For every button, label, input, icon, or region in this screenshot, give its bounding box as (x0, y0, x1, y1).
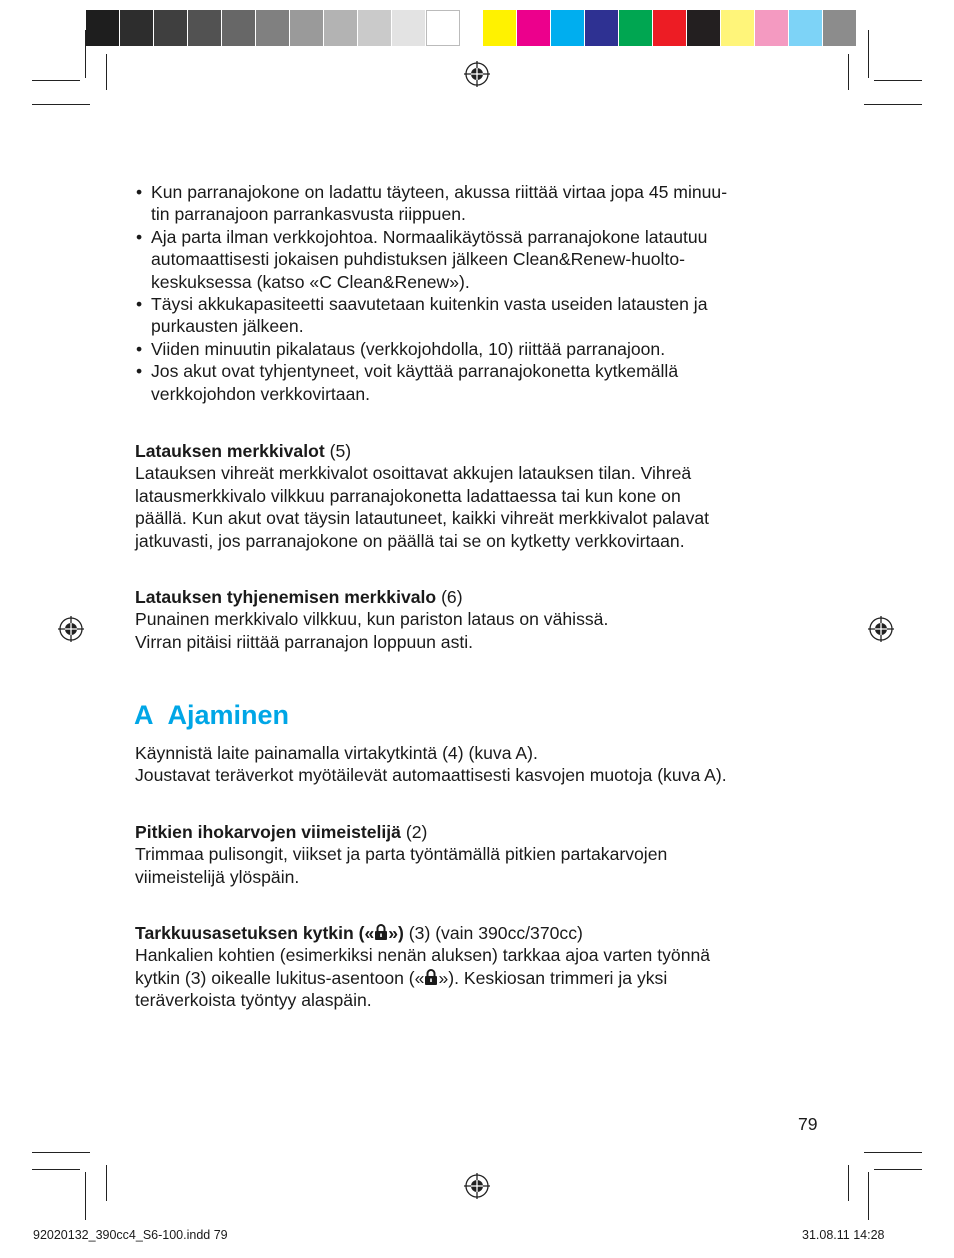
registration-mark-icon (868, 616, 894, 642)
padlock-icon (424, 968, 438, 986)
paragraph-line-end: »). Keskiosan trimmeri ja yksi (438, 967, 668, 988)
list-item-line: keskuksessa (katso «C Clean&Renew»). (151, 271, 470, 292)
footer-file-info: 92020132_390cc4_S6-100.indd 79 (33, 1228, 228, 1242)
color-swatch (517, 10, 551, 46)
paragraph-line-start: kytkin (3) oikealle lukitus-asentoon (« (135, 967, 425, 988)
low-charge-section (135, 586, 825, 653)
color-swatch (653, 10, 687, 46)
list-item-line: Viiden minuutin pikalataus (verkkojohdolla, 10) riittää parranajoon. (151, 338, 666, 359)
paragraph-line: Virran pitäisi riittää parranajon loppuun asti. (135, 631, 474, 652)
list-item-line: Jos akut ovat tyhjentyneet, voit käyttää parranajokonetta kytkemällä (151, 361, 679, 382)
list-item-line: Aja parta ilman verkkojohtoa. Normaalikäytössä parranajokone latautuu (151, 226, 708, 247)
heading-letter: A (134, 700, 154, 730)
color-swatch (687, 10, 721, 46)
charge-lights-section (135, 440, 825, 552)
gray-swatch (324, 10, 358, 46)
gray-swatch (426, 10, 460, 46)
gray-swatch (154, 10, 188, 46)
gray-swatch (290, 10, 324, 46)
heading-text: Ajaminen (167, 700, 290, 730)
section-title: Latauksen merkkivalot (135, 441, 325, 461)
list-item (134, 338, 824, 360)
list-item (134, 293, 824, 338)
list-item-line: Kun parranajokone on ladattu täyteen, akussa riittää virtaa jopa 45 minuu- (151, 182, 728, 202)
list-item-line: purkausten jälkeen. (151, 316, 304, 337)
gray-swatch (392, 10, 426, 46)
part-reference: (5) (324, 441, 352, 461)
paragraph-line: Hankalien kohtien (esimerkiksi nenän aluksen) tarkkaa ajoa varten työnnä (135, 945, 711, 966)
paragraph-line: päällä. Kun akut ovat täysin latautuneet, kaikki vihreät merkkivalot palavat (135, 508, 710, 529)
part-reference: (6) (436, 587, 463, 607)
footer-timestamp: 31.08.11 14:28 (802, 1228, 885, 1242)
list-item-line: Täysi akkukapasiteetti saavutetaan kuitenkin vasta useiden latausten ja (151, 294, 708, 315)
registration-mark-icon (464, 1173, 490, 1199)
list-item-line: tin parranajoon parrankasvusta riippuen. (151, 204, 466, 225)
gray-swatch (256, 10, 290, 46)
gray-swatch (358, 10, 392, 46)
color-swatch (619, 10, 653, 46)
grayscale-bar (86, 10, 460, 46)
list-item (134, 226, 824, 293)
part-reference: (2) (400, 822, 428, 842)
battery-tips-list (134, 181, 824, 405)
registration-mark-icon (58, 616, 84, 642)
bullet-icon: • (136, 338, 143, 359)
section-heading (134, 700, 289, 731)
section-title-end: ») (388, 923, 404, 943)
registration-mark-icon (464, 61, 490, 87)
page-number: 79 (798, 1114, 818, 1134)
paragraph-line: Latauksen vihreät merkkivalot osoittavat akkujen latauksen tilan. Vihreä (135, 463, 692, 484)
color-swatch (755, 10, 789, 46)
paragraph-line: teräverkoista työntyy alaspäin. (135, 990, 372, 1011)
color-swatch (823, 10, 857, 46)
paragraph-line: viimeistelijä ylöspäin. (135, 866, 300, 887)
paragraph-line: Käynnistä laite painamalla virtakytkintä (4) (kuva A). (135, 743, 538, 763)
trimmer-section (135, 821, 825, 888)
bullet-icon: • (136, 294, 143, 315)
paragraph-line: latausmerkkivalo vilkkuu parranajokonetta ladattaessa tai kun kone on (135, 485, 681, 506)
shaving-section (135, 742, 825, 787)
padlock-icon (374, 923, 388, 941)
color-swatch (721, 10, 755, 46)
color-swatch (789, 10, 823, 46)
list-item-line: automaattisesti jokaisen puhdistuksen jälkeen Clean&Renew-huolto- (151, 249, 685, 270)
paragraph-line: Joustavat teräverkot myötäilevät automaattisesti kasvojen muotoja (kuva A). (135, 765, 727, 786)
section-title: Latauksen tyhjenemisen merkkivalo (135, 587, 437, 607)
section-title-start: Tarkkuusasetuksen kytkin (« (135, 923, 375, 943)
bullet-icon: • (136, 361, 143, 382)
precision-switch-section (135, 922, 825, 1012)
color-bar (483, 10, 857, 46)
paragraph-line: Trimmaa pulisongit, viikset ja parta työntämällä pitkien partakarvojen (135, 844, 668, 865)
color-swatch (551, 10, 585, 46)
color-swatch (585, 10, 619, 46)
color-swatch (483, 10, 517, 46)
gray-swatch (86, 10, 120, 46)
list-item (134, 181, 824, 226)
bullet-icon: • (136, 182, 143, 202)
gray-swatch (120, 10, 154, 46)
list-item-line: verkkojohdon verkkovirtaan. (151, 383, 371, 404)
part-reference: (3) (vain 390cc/370cc) (403, 923, 583, 943)
gray-swatch (222, 10, 256, 46)
gray-swatch (188, 10, 222, 46)
section-title: Pitkien ihokarvojen viimeistelijä (135, 822, 401, 842)
list-item (134, 360, 824, 405)
paragraph-line: Punainen merkkivalo vilkkuu, kun pariston lataus on vähissä. (135, 609, 609, 630)
paragraph-line: jatkuvasti, jos parranajokone on päällä tai se on kytketty verkkovirtaan. (135, 530, 685, 551)
bullet-icon: • (136, 226, 143, 247)
